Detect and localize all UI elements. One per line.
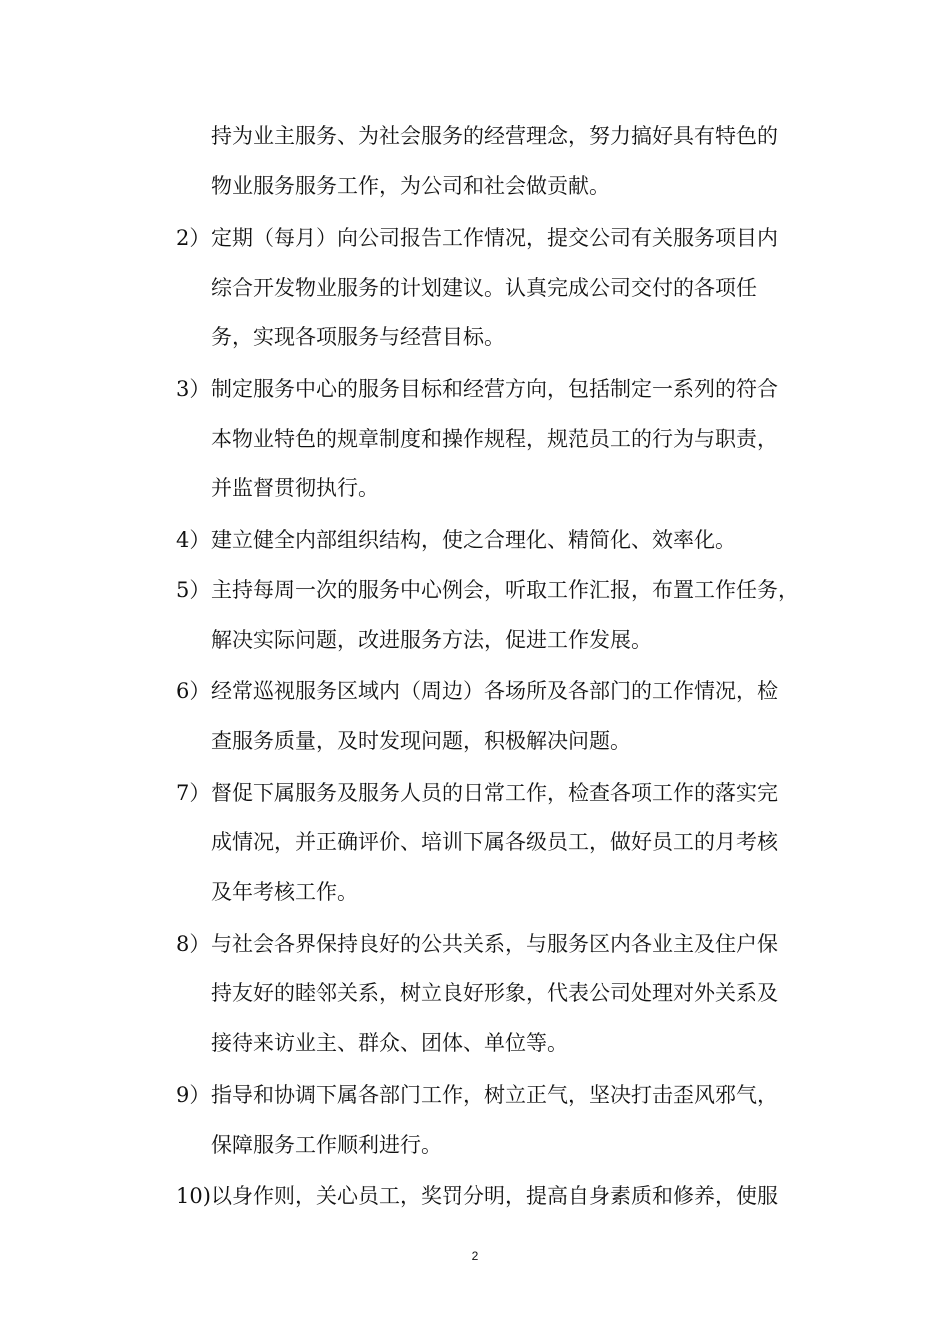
text-line: 定期（每月）向公司报告工作情况，提交公司有关服务项目内	[211, 226, 778, 250]
list-number: 3）	[176, 377, 211, 401]
text-line: 成情况，并正确评价、培训下属各级员工，做好员工的月考核	[211, 830, 778, 854]
text-line: 持友好的睦邻关系，树立良好形象，代表公司处理对外关系及	[211, 981, 778, 1005]
text-line: 督促下属服务及服务人员的日常工作，检查各项工作的落实完	[211, 781, 778, 805]
text-line: 指导和协调下属各部门工作，树立正气，坚决打击歪风邪气，	[211, 1083, 778, 1107]
text-line: 主持每周一次的服务中心例会，听取工作汇报，布置工作任务，	[211, 578, 799, 602]
text-line: 务，实现各项服务与经营目标。	[211, 325, 505, 349]
list-number: 8）	[176, 932, 211, 956]
text-line: 保障服务工作顺利进行。	[211, 1133, 442, 1157]
text-line: 综合开发物业服务的计划建议。认真完成公司交付的各项任	[211, 276, 757, 300]
text-line: 并监督贯彻执行。	[211, 476, 379, 500]
list-number: 10)	[176, 1184, 211, 1208]
text-line: 经常巡视服务区域内（周边）各场所及各部门的工作情况，检	[211, 679, 778, 703]
text-line: 及年考核工作。	[211, 880, 358, 904]
text-line: 与社会各界保持良好的公共关系，与服务区内各业主及住户保	[211, 932, 778, 956]
list-number: 2）	[176, 226, 211, 250]
text-line: 物业服务服务工作，为公司和社会做贡献。	[211, 174, 610, 198]
text-line: 以身作则，关心员工，奖罚分明，提高自身素质和修养，使服	[211, 1184, 778, 1208]
list-number: 7）	[176, 781, 211, 805]
list-number: 9）	[176, 1083, 211, 1107]
text-line: 持为业主服务、为社会服务的经营理念，努力搞好具有特色的	[211, 124, 778, 148]
list-number: 6）	[176, 679, 211, 703]
list-number: 5）	[176, 578, 211, 602]
page-number: 2	[471, 1249, 479, 1263]
list-number: 4）	[176, 528, 211, 552]
text-line: 接待来访业主、群众、团体、单位等。	[211, 1031, 568, 1055]
text-line: 查服务质量，及时发现问题，积极解决问题。	[211, 729, 631, 753]
text-line: 建立健全内部组织结构，使之合理化、精简化、效率化。	[211, 528, 736, 552]
text-line: 本物业特色的规章制度和操作规程，规范员工的行为与职责，	[211, 427, 778, 451]
text-line: 解决实际问题，改进服务方法，促进工作发展。	[211, 628, 652, 652]
text-line: 制定服务中心的服务目标和经营方向，包括制定一系列的符合	[211, 377, 778, 401]
